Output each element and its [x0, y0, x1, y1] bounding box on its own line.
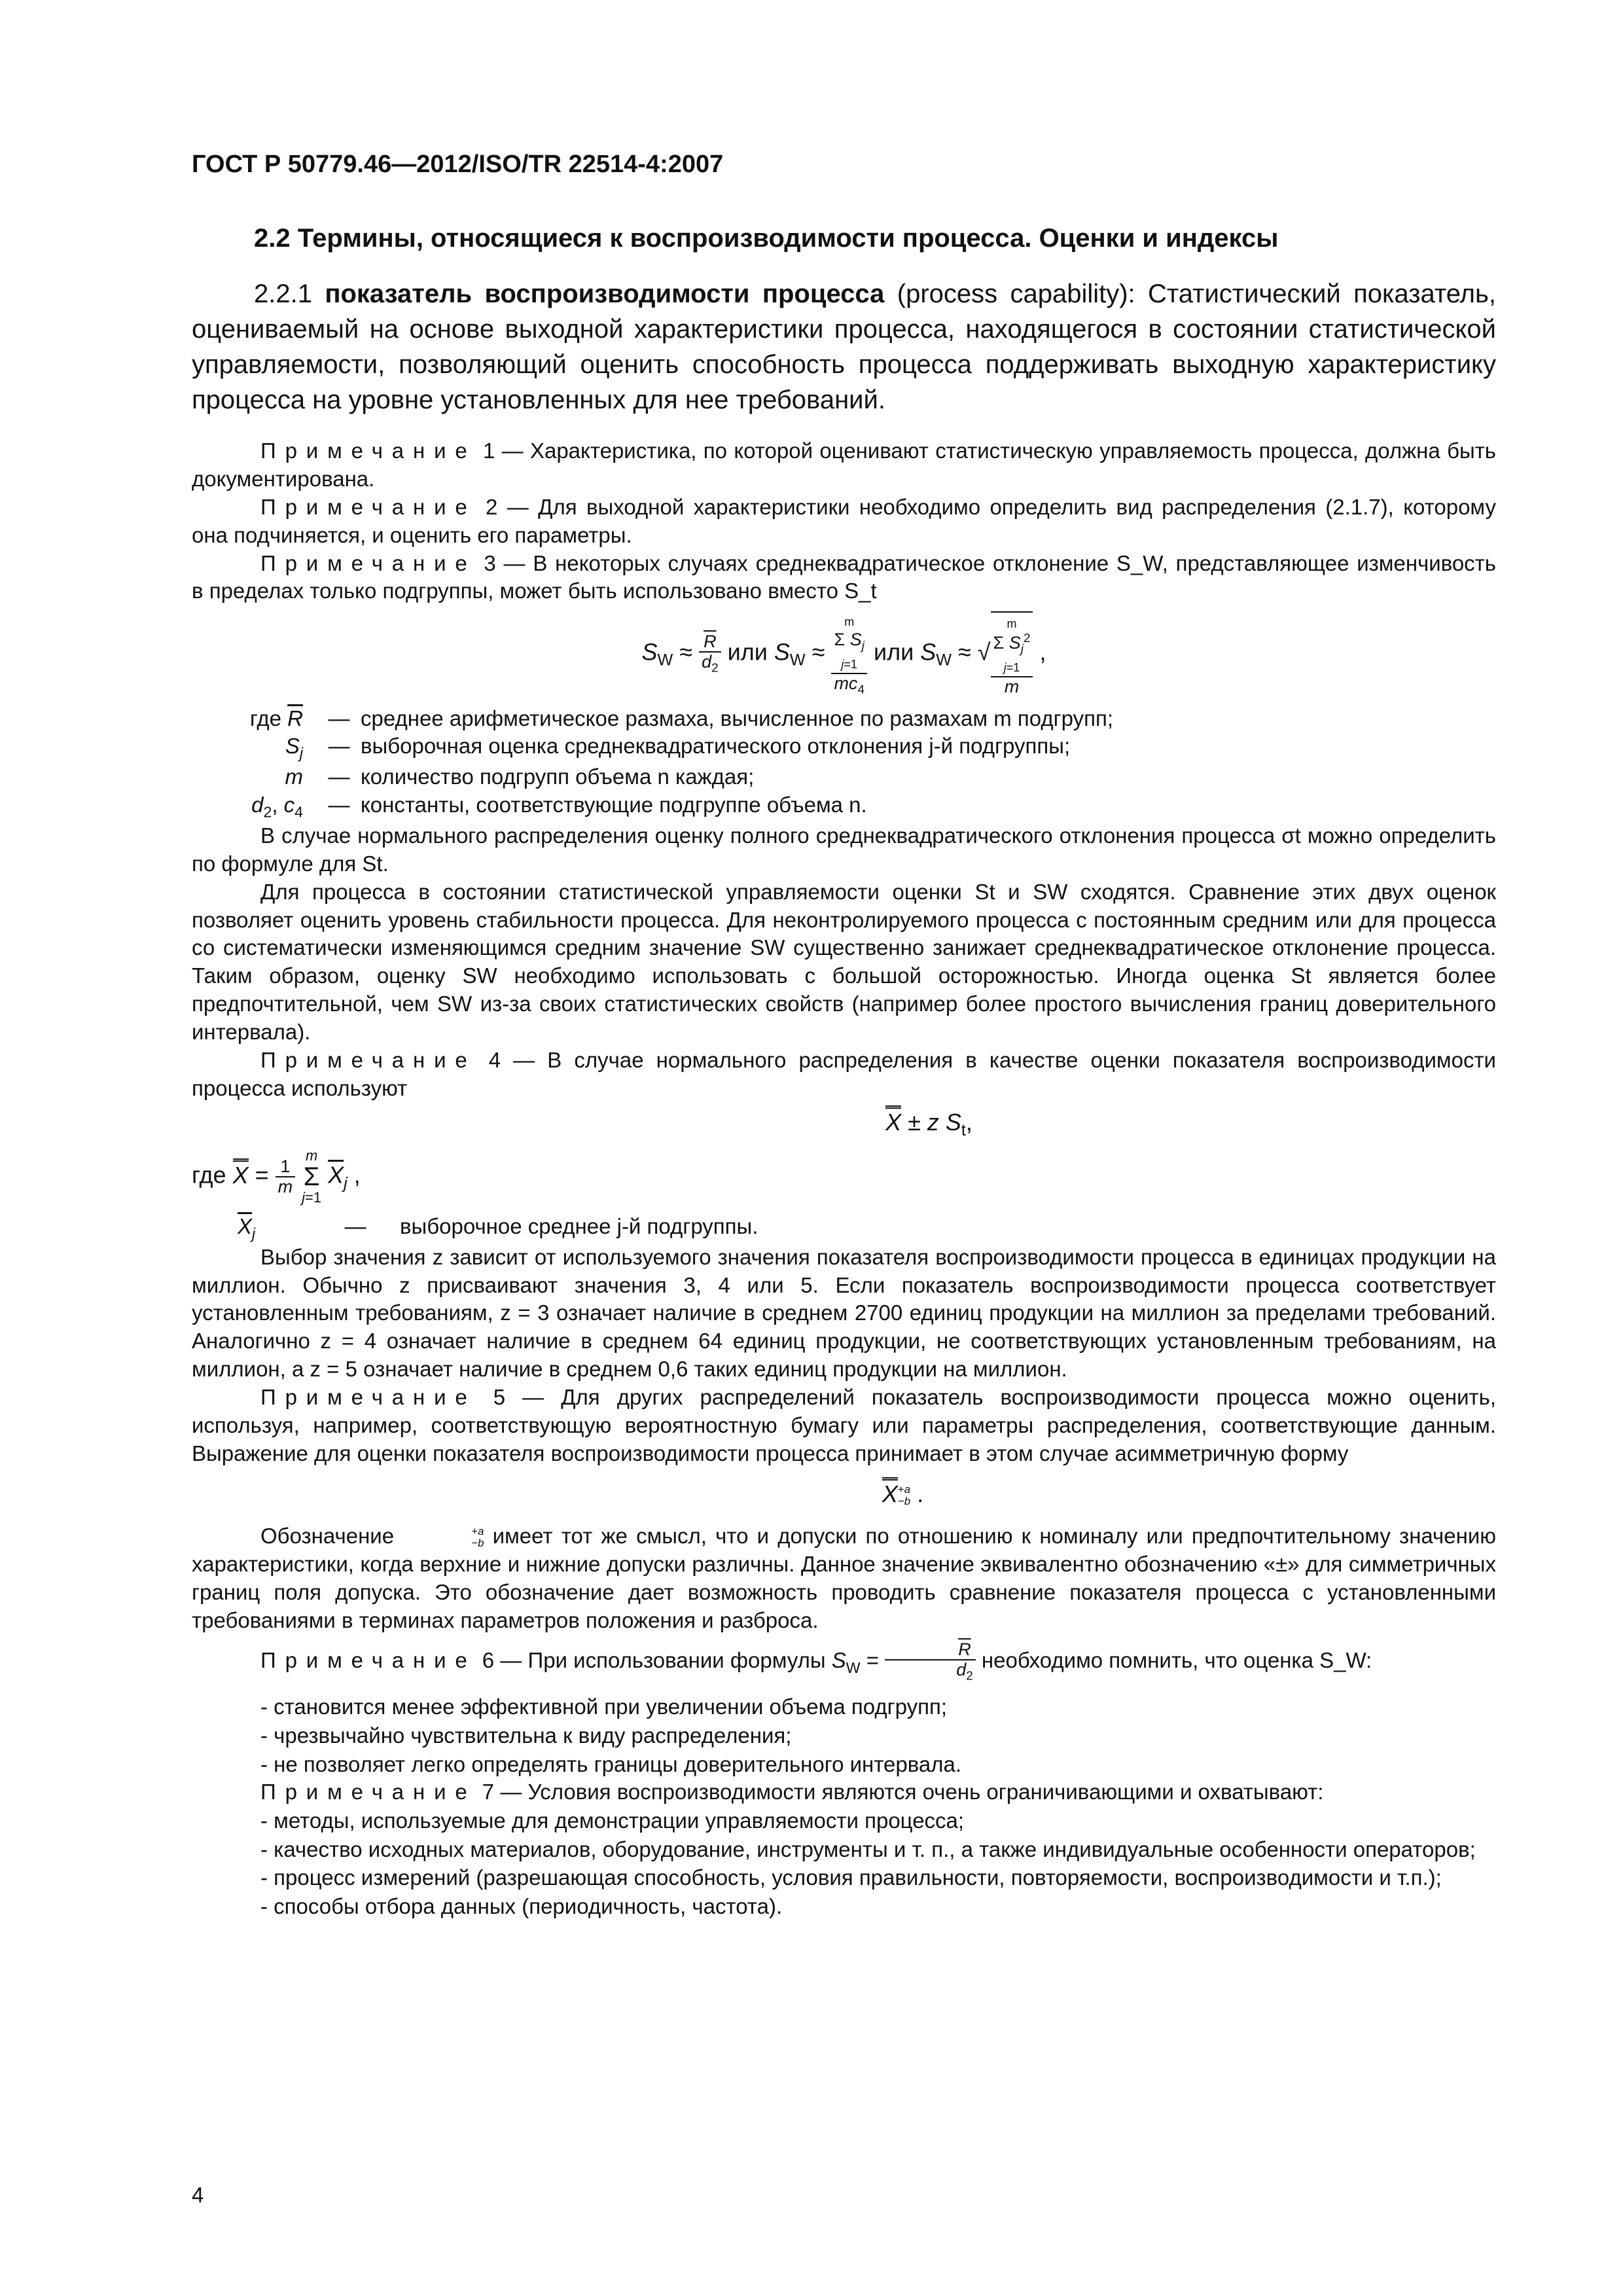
tolerance-paragraph: Обозначение +a −b имеет тот же смысл, что и допуски по отношению к номиналу или предпочтительному значению характеристики, когда верхние и нижние допуски различны. Данное значение эквивалентно обозначению «±» для симметричных границ поля допуска. Это обозначение дает возможность проводить сравнение показателя процесса с установленными требованиями в терминах параметров положения и разброса. [192, 1524, 1496, 1632]
text: Обозначение [260, 1524, 395, 1548]
note-label: Примечание [260, 494, 476, 519]
list-item: - становится менее эффективной при увеличении объема подгрупп; [260, 1695, 948, 1719]
list-item: - качество исходных материалов, оборудование, инструменты и т. п., а также индивидуальные особенности операторов; [260, 1837, 1476, 1861]
note-text: необходимо помнить, что оценка S_W: [981, 1647, 1372, 1672]
sum-block: m Σ j=1 [302, 1147, 322, 1206]
note-text: 7 — Условия воспроизводимости являются очень ограничивающими и охватывают: [482, 1780, 1324, 1804]
section-title: 2.2 Термины, относящиеся к воспроизводимости процесса. Оценки и индексы [254, 224, 1279, 253]
xbar-definition [192, 1213, 763, 1244]
or-word: или [727, 638, 768, 666]
definition-row: $d_2$, $c_4$ — константы, соответствующие подгруппе объема n. [192, 791, 1118, 822]
note-1 [192, 437, 1496, 493]
term-definition [192, 276, 1496, 418]
list-item: - процесс измерений (разрешающая способность, условия правильности, повторяемости, воспроизводимости и т.п.); [260, 1865, 1442, 1890]
fraction: m Σ $S_j^2$ j=1 m [991, 611, 1033, 696]
x-formula: X ± z $S_t$, [192, 1108, 1496, 1140]
note-label: Примечание [260, 439, 476, 463]
or-word: или [873, 638, 914, 666]
definition-row: m — количество подгрупп объема n каждая; [192, 763, 1118, 791]
page-number: 4 [192, 2183, 204, 2207]
document-header: ГОСТ Р 50779.46—2012/ISO/TR 22514-4:2007 [192, 151, 724, 178]
definition-text: константы, соответствующие подгруппе объема n. [361, 792, 867, 817]
sw-formula: $S_W$ ≈ $\frac{\overline{R}}{d_2}$ или $S_W$ ≈ m Σ $S_j$ j=1 $mc_4$ или $S_W$ ≈ √ m Σ $S_j^2$ j=1 m , [192, 611, 1496, 697]
term-number: 2.2.1 [254, 279, 312, 308]
note-6: Примечание 6 — При использовании формулы $S_W$ = $\frac{\overline{R}}{d_2}$ необходимо помнить, что оценка S_W: [260, 1639, 1372, 1683]
note-text: 5 — Для других распределений показатель воспроизводимости процесса можно оценить, используя, например, соответствующую вероятностную бумагу или параметры распределения, соответствующие данным. Выражение для оценки показателя воспроизводимости процесса принимает в этом случае асимметричную форму [192, 1385, 1496, 1465]
note-text: 1 — Характеристика, по которой оценивают статистическую управляемость процесса, должна быть документирована. [192, 439, 1497, 491]
definition-text: количество подгрупп объема n каждая; [361, 764, 755, 789]
note-label: Примечание [260, 1647, 476, 1672]
note-5 [192, 1384, 1496, 1468]
fraction: $\frac{1}{m}$ [276, 1157, 296, 1197]
definition-text: среднее арифметическое размаха, вычисленное по размахам m подгрупп; [361, 706, 1114, 731]
xbar-formula: где X = $\frac{1}{m}$ m Σ j=1 $\overline{X}_j$ , [192, 1147, 361, 1206]
fraction: $\frac{\overline{R}}{d_2}$ [885, 1640, 976, 1684]
note-label: Примечание [260, 1780, 476, 1804]
paragraph: В случае нормального распределения оценку полного среднеквадратического отклонения процесса σt можно определить по формуле для St. [192, 823, 1496, 876]
where-word: где [192, 1161, 226, 1189]
definition-text: выборочная оценка среднеквадратического отклонения j-й подгруппы; [361, 734, 1071, 759]
note-4 [192, 1047, 1496, 1103]
list-item: - чрезвычайно чувствительна к виду распределения; [260, 1723, 792, 1748]
definition-row: $\overline{X}_j$ — выборочное среднее j-й подгруппы. [192, 1213, 763, 1244]
definitions-table [192, 705, 1118, 822]
note-text: 4 — В случае нормального распределения в качестве оценки показателя воспроизводимости процесса используют [192, 1047, 1496, 1100]
list-item: - методы, используемые для демонстрации управляемости процесса; [260, 1808, 965, 1833]
fraction: $\frac{\overline{R}}{d_2}$ [699, 632, 721, 676]
asym-formula: X +a −b . [192, 1480, 1496, 1508]
fraction: m Σ $S_j$ j=1 $mc_4$ [831, 611, 867, 697]
note-text: 6 — При использовании формулы [482, 1647, 826, 1672]
where-word: где [249, 706, 281, 731]
list-item: - способы отбора данных (периодичность, частота). [260, 1893, 783, 1918]
definition-row: $S_j$ — выборочная оценка среднеквадратического отклонения j-й подгруппы; [192, 732, 1118, 763]
note-text: 2 — Для выходной характеристики необходимо определить вид распределения (2.1.7), которому она подчиняется, и оценить его параметры. [192, 494, 1496, 547]
term-name: показатель воспроизводимости процесса [325, 279, 885, 308]
note-2 [192, 493, 1496, 550]
note-label: Примечание [260, 550, 476, 575]
definition-text: выборочное среднее j-й подгруппы. [400, 1213, 758, 1238]
paragraph: Для процесса в состоянии статистической управляемости оценки St и SW сходятся. Сравнение этих двух оценок позволяет оценить уровень стабильности процесса. Для неконтролируемого процесса с постоянным средним или для процесса со систематически изменяющимся средним значение SW существенно занижает среднеквадратическое отклонение процесса. Таким образом, оценку SW необходимо использовать с большой осторожностью. Иногда оценка St является более предпочтительной, чем SW из-за своих статистических свойств (например более простого вычисления границ доверительного интервала). [192, 879, 1496, 1045]
list-item: - не позволяет легко определять границы доверительного интервала. [260, 1751, 961, 1776]
text: имеет тот же смысл, что и допуски по отношению к номиналу или предпочтительному значению характеристики, когда верхние и нижние допуски различны. Данное значение эквивалентно обозначению «±» для симметричных границ поля допуска. Это обозначение дает возможность проводить сравнение показателя процесса с установленными требованиями в терминах параметров положения и разброса. [192, 1524, 1496, 1632]
term-text: Статистический показатель, оцениваемый на основе выходной характеристики процесса, находящегося в состоянии статистической управляемости, позволяющий оценить способность процесса поддерживать выходную характеристику процесса на уровне установленных для нее требований. [192, 279, 1496, 414]
definition-row: где $\overline{R}$ — среднее арифметическое размаха, вычисленное по размахам m подгрупп; [192, 705, 1118, 732]
note-label: Примечание [260, 1385, 476, 1410]
note-label: Примечание [260, 1047, 476, 1072]
page-content [192, 223, 1496, 1920]
note-text: 3 — В некоторых случаях среднеквадратическое отклонение S_W, представляющее изменчивость в пределах только подгруппы, может быть использовано вместо S_t [192, 550, 1496, 603]
note-3 [192, 550, 1496, 606]
paragraph: Выбор значения z зависит от используемого значения показателя воспроизводимости процесса в единицах продукции на миллион. Обычно z присваивают значения 3, 4 или 5. Если показатель воспроизводимости процесса соответствует установленным требованиям, z = 3 означает наличие в среднем 2700 единиц продукции на миллион за пределами требований. Аналогично z = 4 означает наличие в среднем 64 единиц продукции, не соответствующих установленным требованиям, на миллион, а z = 5 означает наличие в среднем 0,6 таких единиц продукции на миллион. [192, 1244, 1496, 1382]
note-7 [192, 1778, 1496, 1806]
term-english: (process capability): [897, 279, 1135, 308]
